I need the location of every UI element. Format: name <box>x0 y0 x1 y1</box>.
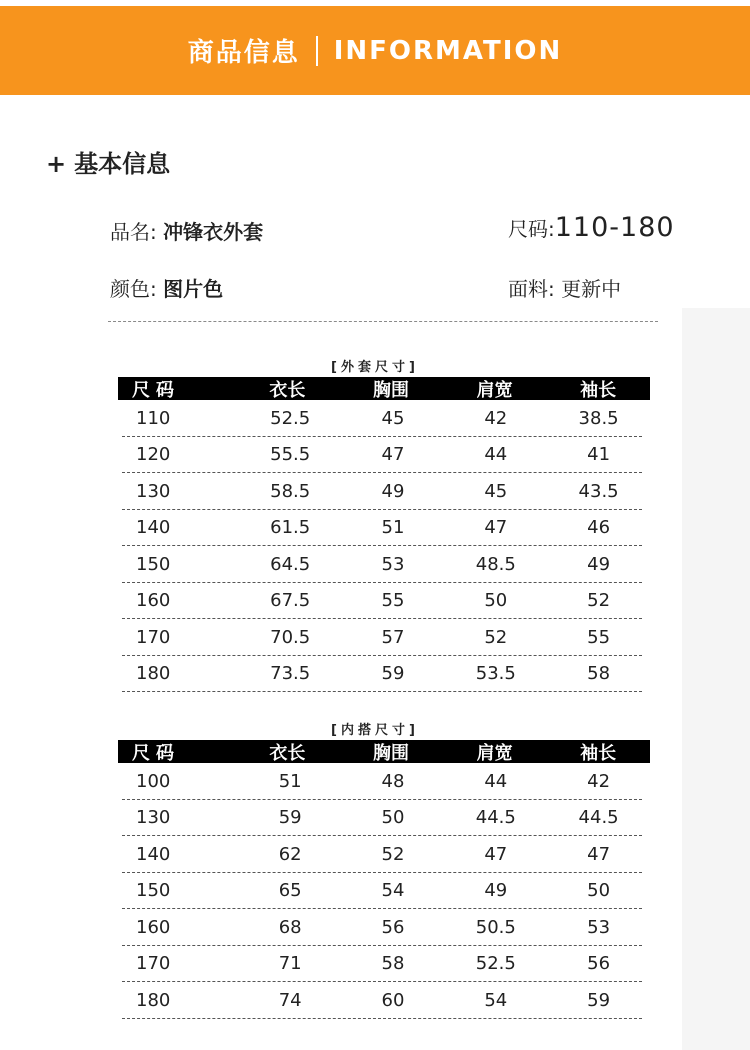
table-cell: 57 <box>381 626 405 648</box>
table-cell: 110 <box>136 407 171 429</box>
side-panel <box>682 308 750 1050</box>
table-row <box>118 619 650 656</box>
header-cell: 肩宽 <box>476 742 513 764</box>
plus-icon: + <box>46 150 67 178</box>
table-header <box>118 377 650 400</box>
table-cell: 65 <box>278 880 302 902</box>
table-cell: 44.5 <box>475 807 516 829</box>
table-row <box>118 656 650 693</box>
table-cell: 60 <box>381 989 405 1011</box>
header-cell: 衣长 <box>269 379 306 401</box>
table-cell: 180 <box>136 663 171 685</box>
table-cell: 45 <box>484 480 508 502</box>
table-row <box>118 583 650 620</box>
product-fabric <box>508 273 621 302</box>
table-row <box>118 873 650 910</box>
table-cell: 180 <box>136 989 171 1011</box>
product-color <box>110 273 223 302</box>
table-row <box>118 982 650 1019</box>
table-cell: 130 <box>136 480 171 502</box>
table-cell: 58 <box>587 663 611 685</box>
table-cell: 54 <box>484 989 508 1011</box>
header-cell: 袖长 <box>580 379 617 401</box>
table-row <box>118 400 650 437</box>
header-cell: 肩宽 <box>476 379 513 401</box>
table-cell: 51 <box>278 770 302 792</box>
table-cell: 49 <box>381 480 405 502</box>
table-cell: 73.5 <box>270 663 311 685</box>
header-cell: 尺码 <box>132 379 180 401</box>
info-divider <box>108 321 658 322</box>
banner-divider <box>316 36 318 66</box>
header-cell: 袖长 <box>580 742 617 764</box>
table-cell: 100 <box>136 770 171 792</box>
product-fabric-value: 更新中 <box>561 277 622 301</box>
outer-size-table-title: [外套尺寸] <box>331 360 419 375</box>
table-row <box>118 546 650 583</box>
table-cell: 56 <box>381 916 405 938</box>
table-cell: 170 <box>136 953 171 975</box>
header-cell: 胸围 <box>372 379 409 401</box>
table-cell: 50 <box>381 807 405 829</box>
table-row <box>118 437 650 474</box>
section-title-text: 基本信息 <box>74 150 171 178</box>
header-cell: 衣长 <box>269 742 306 764</box>
table-cell: 120 <box>136 444 171 466</box>
table-cell: 55.5 <box>270 444 311 466</box>
table-cell: 47 <box>587 843 611 865</box>
table-cell: 52 <box>587 590 611 612</box>
table-cell: 49 <box>587 553 611 575</box>
table-cell: 140 <box>136 517 171 539</box>
table-cell: 45 <box>381 407 405 429</box>
table-cell: 150 <box>136 880 171 902</box>
table-cell: 160 <box>136 916 171 938</box>
table-header <box>118 740 650 763</box>
product-size <box>508 212 675 243</box>
table-cell: 61.5 <box>270 517 311 539</box>
table-cell: 47 <box>484 517 508 539</box>
table-cell: 160 <box>136 590 171 612</box>
table-cell: 74 <box>278 989 302 1011</box>
table-cell: 52.5 <box>270 407 311 429</box>
product-size-label: 尺码: <box>508 217 555 241</box>
table-cell: 41 <box>587 444 611 466</box>
product-name <box>110 216 263 245</box>
table-cell: 67.5 <box>270 590 311 612</box>
table-row <box>118 473 650 510</box>
table-cell: 49 <box>484 880 508 902</box>
table-cell: 42 <box>587 770 611 792</box>
table-cell: 46 <box>587 517 611 539</box>
outer-size-table <box>118 377 650 692</box>
header-cell: 胸围 <box>372 742 409 764</box>
table-cell: 130 <box>136 807 171 829</box>
table-cell: 170 <box>136 626 171 648</box>
section-title <box>46 144 170 179</box>
table-cell: 53 <box>587 916 611 938</box>
table-cell: 56 <box>587 953 611 975</box>
header-cell: 尺码 <box>132 742 180 764</box>
table-cell: 150 <box>136 553 171 575</box>
table-cell: 54 <box>381 880 405 902</box>
inner-size-table <box>118 740 650 1019</box>
table-cell: 50 <box>587 880 611 902</box>
table-cell: 44 <box>484 444 508 466</box>
table-row <box>118 510 650 547</box>
table-cell: 51 <box>381 517 405 539</box>
table-cell: 58 <box>381 953 405 975</box>
table-row <box>118 909 650 946</box>
table-cell: 47 <box>381 444 405 466</box>
table-cell: 44.5 <box>578 807 619 829</box>
table-cell: 48 <box>381 770 405 792</box>
table-cell: 53 <box>381 553 405 575</box>
table-cell: 71 <box>278 953 302 975</box>
inner-size-table-title: [内搭尺寸] <box>331 723 419 738</box>
product-name-label: 品名: <box>110 220 157 244</box>
product-fabric-label: 面料: <box>508 277 555 301</box>
table-cell: 55 <box>587 626 611 648</box>
product-size-value: 110-180 <box>554 212 675 243</box>
table-cell: 59 <box>381 663 405 685</box>
table-cell: 48.5 <box>475 553 516 575</box>
table-cell: 52 <box>484 626 508 648</box>
table-cell: 140 <box>136 843 171 865</box>
table-cell: 47 <box>484 843 508 865</box>
table-cell: 52.5 <box>475 953 516 975</box>
table-cell: 64.5 <box>270 553 311 575</box>
table-cell: 50 <box>484 590 508 612</box>
table-cell: 62 <box>278 843 302 865</box>
table-cell: 70.5 <box>270 626 311 648</box>
table-row <box>118 946 650 983</box>
table-cell: 52 <box>381 843 405 865</box>
table-cell: 59 <box>278 807 302 829</box>
table-cell: 43.5 <box>578 480 619 502</box>
table-row <box>118 836 650 873</box>
table-row <box>118 763 650 800</box>
table-cell: 55 <box>381 590 405 612</box>
table-cell: 53.5 <box>475 663 516 685</box>
table-cell: 38.5 <box>578 407 619 429</box>
table-cell: 44 <box>484 770 508 792</box>
product-name-value: 冲锋衣外套 <box>163 220 264 244</box>
table-cell: 59 <box>587 989 611 1011</box>
table-cell: 50.5 <box>475 916 516 938</box>
table-cell: 58.5 <box>270 480 311 502</box>
table-row <box>118 800 650 837</box>
product-color-label: 颜色: <box>110 277 157 301</box>
product-color-value: 图片色 <box>163 277 224 301</box>
header-banner <box>0 6 750 95</box>
banner-title-cn: 商品信息 <box>187 38 300 68</box>
banner-title-en: INFORMATION <box>333 35 563 66</box>
table-cell: 68 <box>278 916 302 938</box>
table-cell: 42 <box>484 407 508 429</box>
